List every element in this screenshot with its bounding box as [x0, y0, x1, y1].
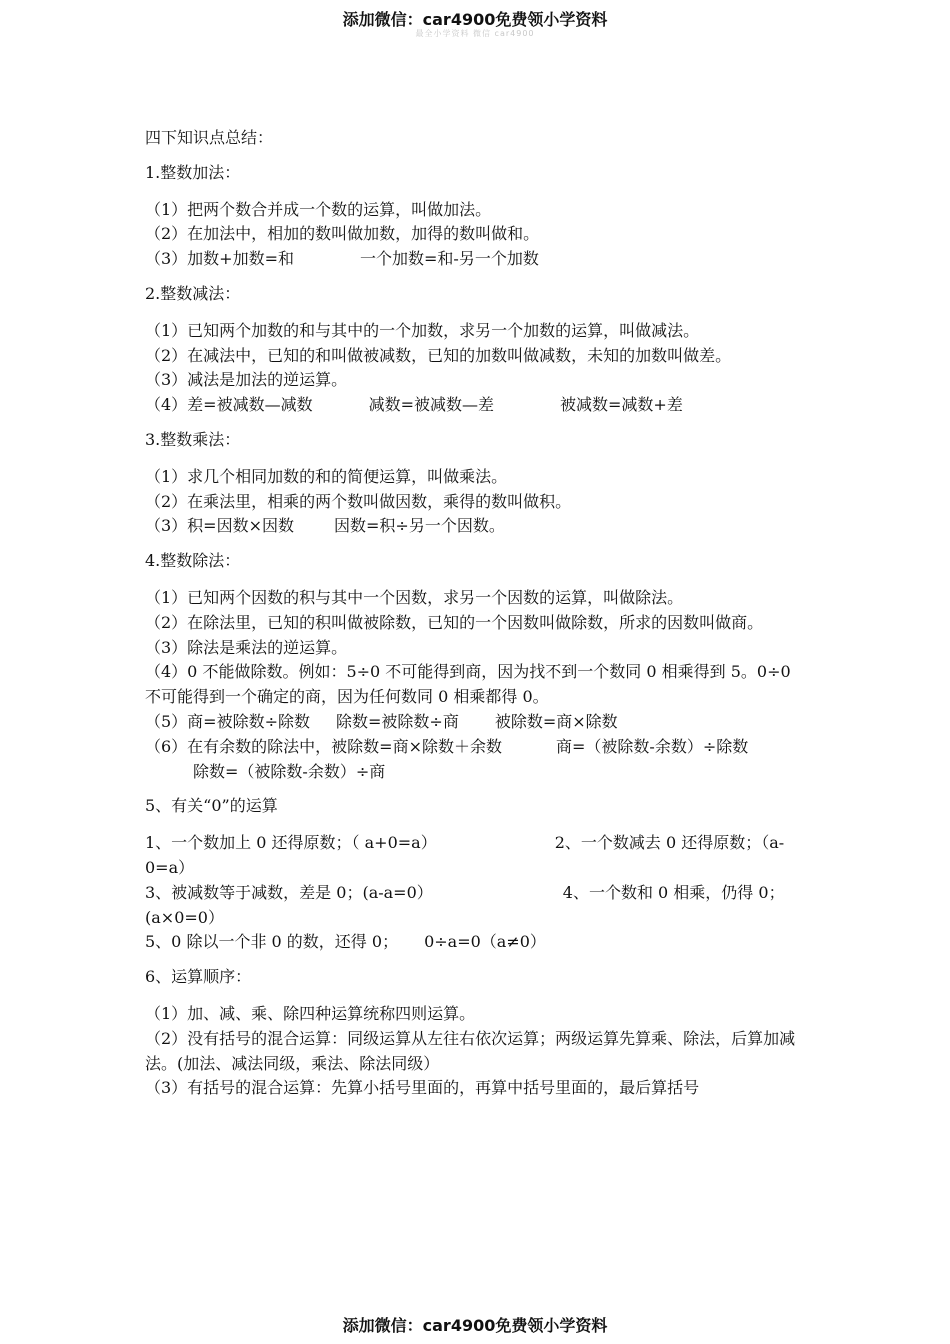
zero-rule-1: 1、一个数加上 0 还得原数；（ a+0=a） [145, 833, 437, 853]
division-formula-divisor: 除数=被除数÷商 [336, 711, 459, 731]
division-formula-dividend: 被除数=商×除数 [494, 711, 618, 731]
top-banner: 添加微信：car4900免费领小学资料 [342, 10, 608, 29]
section-heading-multiplication: 3.整数乘法： [145, 429, 241, 449]
zero-line-1 [145, 831, 810, 881]
zero-rule-5: 5、0 除以一个非 0 的数，还得 0； [145, 932, 399, 952]
subtraction-formula-subtrahend: 减数=被减数—差 [368, 395, 495, 415]
subtraction-line-1: （1）已知两个加数的和与其中的一个加数，求另一个加数的运算，叫做减法。 [145, 320, 700, 340]
zero-rule-3: 3、被减数等于减数，差是 0；(a-a=0） [145, 882, 433, 902]
multiplication-line-3 [145, 514, 810, 539]
document-body [145, 126, 810, 1101]
division-remainder-quotient: 商=（被除数-余数）÷除数 [556, 736, 749, 756]
subtraction-line-3: （3）减法是加法的逆运算。 [145, 370, 348, 390]
multiplication-line-1: （1）求几个相同加数的和的简便运算，叫做乘法。 [145, 466, 508, 486]
division-line-6 [145, 735, 810, 760]
section-heading-order: 6、运算顺序： [145, 967, 252, 987]
addition-line-1: （1）把两个数合并成一个数的运算，叫做加法。 [145, 199, 492, 219]
bottom-banner: 添加微信：car4900免费领小学资料 [342, 1316, 608, 1335]
division-line-5 [145, 710, 810, 735]
section-heading-zero: 5、有关“0”的运算 [145, 796, 278, 816]
division-line-1: （1）已知两个因数的积与其中一个因数，求另一个因数的运算，叫做除法。 [145, 587, 684, 607]
section-heading-subtraction: 2.整数减法： [145, 283, 241, 303]
division-remainder-formula: （6）在有余数的除法中，被除数=商×除数＋余数 [145, 736, 502, 756]
subtraction-formula-difference: （4）差=被减数—减数 [145, 395, 313, 415]
division-line-3: （3）除法是乘法的逆运算。 [145, 637, 348, 657]
subtraction-formula-minuend: 被减数=减数+差 [560, 395, 683, 415]
section-heading-division: 4.整数除法： [145, 551, 241, 571]
multiplication-line-2: （2）在乘法里，相乘的两个数叫做因数，乘得的数叫做积。 [145, 491, 572, 511]
order-line-3: （3）有括号的混合运算：先算小括号里面的，再算中括号里面的，最后算括号 [145, 1078, 700, 1098]
division-line-2: （2）在除法里，已知的积叫做被除数，已知的一个因数叫做除数，所求的因数叫做商。 [145, 612, 764, 632]
subtraction-line-4 [145, 393, 810, 418]
multiplication-formula-product: （3）积=因数×因数 [145, 516, 294, 536]
addition-line-2: （2）在加法中，相加的数叫做加数，加得的数叫做和。 [145, 224, 540, 244]
zero-line-3 [145, 930, 810, 955]
addition-line-3 [145, 247, 810, 272]
division-line-4: （4）0 不能做除数。例如：5÷0 不可能得到商，因为找不到一个数同 0 相乘得到 5。0÷0 不可能得到一个确定的商，因为任何数同 0 相乘都得 0。 [145, 662, 791, 707]
faint-watermark: 最全小学资料 微信 car4900 [415, 29, 535, 38]
order-line-1: （1）加、减、乘、除四种运算统称四则运算。 [145, 1003, 476, 1023]
section-heading-addition: 1.整数加法： [145, 162, 241, 182]
zero-rule-2: 2、一个数减去 0 还得原数；（a-0=a） [145, 833, 785, 877]
addition-formula-addend: 一个加数=和-另一个加数 [360, 249, 539, 269]
page-title: 四下知识点总结： [145, 128, 274, 147]
division-formula-quotient: （5）商=被除数÷除数 [145, 711, 310, 731]
subtraction-line-2: （2）在减法中，已知的和叫做被减数，已知的加数叫做减数，未知的加数叫做差。 [145, 345, 732, 365]
division-line-7: 除数=（被除数-余数）÷商 [193, 761, 386, 781]
order-line-2: （2）没有括号的混合运算：同级运算从左往右依次运算；两级运算先算乘、除法，后算加减法。(加法、减法同级，乘法、除法同级） [145, 1028, 796, 1073]
zero-rule-5-formula: 0÷a=0（a≠0） [424, 932, 546, 952]
zero-rule-4: 4、一个数和 0 相乘，仍得 0；(a×0=0） [145, 882, 785, 927]
multiplication-formula-factor: 因数=积÷另一个因数。 [334, 516, 505, 536]
zero-line-2 [145, 881, 810, 931]
addition-formula-sum: （3）加数+加数=和 [145, 249, 294, 269]
